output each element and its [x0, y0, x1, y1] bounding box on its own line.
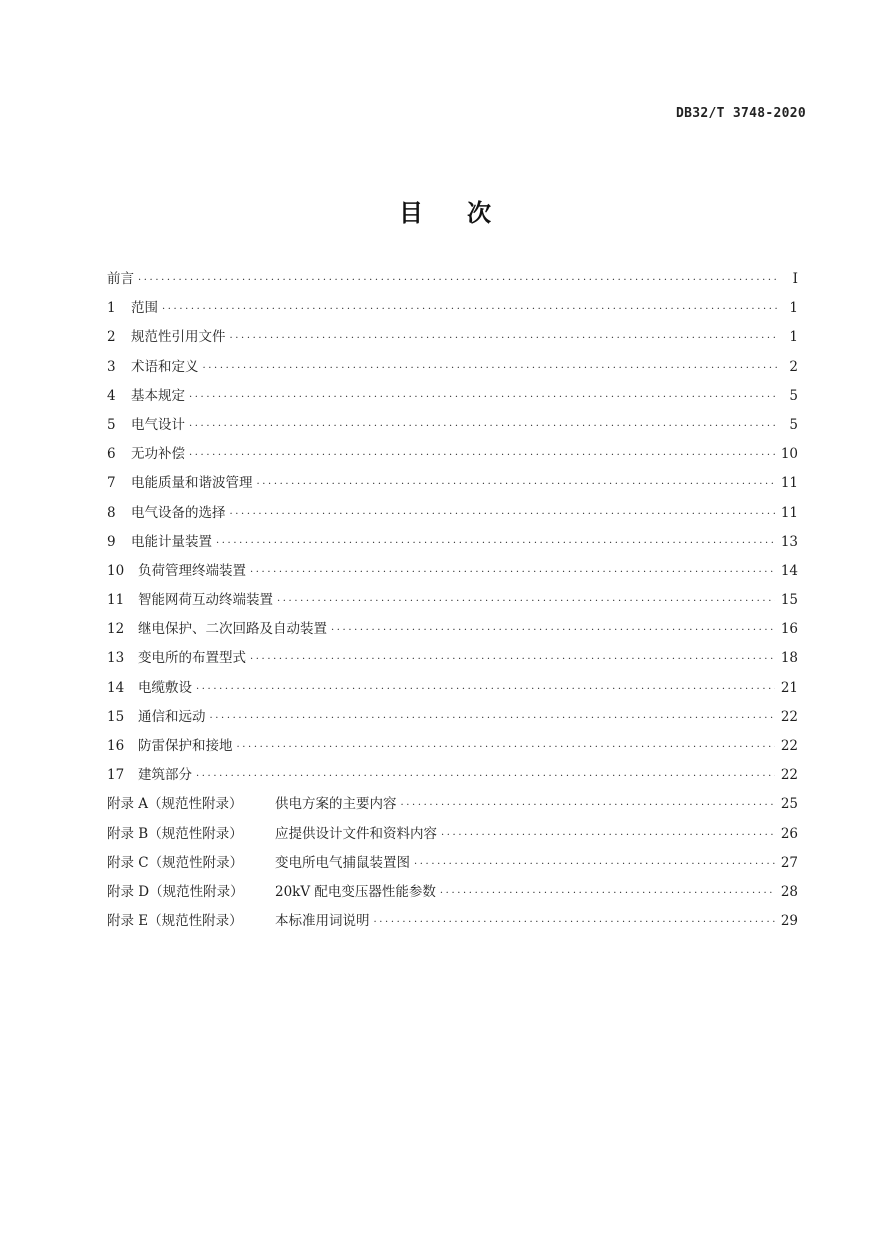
toc-dot-leader [440, 879, 775, 908]
toc-entry-title: 电气设备的选择 [131, 504, 226, 521]
toc-entry-page-number: 11 [780, 475, 798, 492]
toc-entry-appendix-label: 附录 A（规范性附录） [107, 796, 243, 813]
toc-entry-page-number: 13 [780, 533, 798, 550]
toc-entry-number: 12 [107, 621, 125, 638]
toc-entry-number: 8 [107, 504, 116, 521]
toc-dot-leader [374, 908, 775, 937]
toc-dot-leader [203, 354, 779, 383]
toc-list [107, 265, 798, 936]
toc-entry-appendix-label: 附录 E（规范性附录） [107, 913, 243, 930]
toc-entry-page-number: 11 [780, 504, 798, 521]
toc-entry-page-number: 2 [789, 358, 798, 375]
toc-entry-page-number: 1 [789, 300, 798, 317]
toc-dot-leader [277, 587, 775, 616]
toc-entry-page-number: I [792, 271, 798, 287]
toc-entry-number: 5 [107, 416, 116, 433]
toc-entry-number: 14 [107, 679, 125, 696]
document-code: DB32/T 3748-2020 [675, 106, 806, 121]
toc-dot-leader [230, 324, 779, 353]
toc-dot-leader [414, 850, 775, 879]
toc-entry-title: 变电所的布置型式 [138, 650, 246, 667]
toc-dot-leader [189, 383, 778, 412]
toc-dot-leader [331, 616, 775, 645]
toc-entry[interactable] [107, 732, 798, 761]
toc-entry-appendix-label: 附录 B（规范性附录） [107, 825, 243, 842]
toc-dot-leader [441, 821, 775, 850]
toc-entry[interactable] [107, 615, 798, 644]
toc-entry-page-number: 14 [780, 562, 798, 579]
toc-dot-leader [196, 762, 775, 791]
toc-dot-leader [210, 704, 775, 733]
toc-entry-title: 智能网荷互动终端装置 [138, 592, 273, 609]
toc-entry[interactable] [107, 440, 798, 469]
toc-entry-number: 7 [107, 475, 116, 492]
toc-entry[interactable] [107, 294, 798, 323]
toc-entry[interactable] [107, 557, 798, 586]
toc-dot-leader [237, 733, 775, 762]
toc-dot-leader [162, 295, 778, 324]
toc-entry[interactable] [107, 674, 798, 703]
toc-entry-title: 前言 [107, 271, 134, 287]
toc-entry-title: 电能计量装置 [131, 533, 212, 550]
toc-entry-page-number: 1 [789, 329, 798, 346]
toc-entry[interactable] [107, 353, 798, 382]
toc-title-part2: 次 [467, 199, 491, 227]
toc-entry-number: 4 [107, 387, 116, 404]
toc-entry-page-number: 27 [780, 854, 798, 871]
toc-entry-title: 基本规定 [131, 387, 185, 404]
toc-entry[interactable] [107, 469, 798, 498]
toc-dot-leader [250, 645, 775, 674]
toc-entry-title: 供电方案的主要内容 [275, 796, 397, 813]
toc-dot-leader [216, 529, 775, 558]
toc-entry-title: 规范性引用文件 [131, 329, 226, 346]
toc-entry-title: 防雷保护和接地 [138, 738, 233, 754]
toc-title [0, 193, 890, 228]
toc-entry-title: 通信和远动 [138, 708, 206, 725]
toc-entry-number: 15 [107, 708, 125, 725]
toc-entry-page-number: 5 [789, 416, 798, 433]
toc-entry-number: 2 [107, 329, 116, 346]
toc-entry-title: 术语和定义 [131, 358, 199, 375]
toc-dot-leader [257, 470, 775, 499]
toc-entry-title: 应提供设计文件和资料内容 [275, 825, 437, 842]
toc-entry-page-number: 10 [780, 446, 798, 463]
toc-entry-page-number: 22 [780, 767, 798, 784]
toc-entry-number: 16 [107, 738, 125, 754]
toc-entry-title: 建筑部分 [138, 767, 192, 784]
toc-entry-number: 6 [107, 446, 116, 463]
toc-dot-leader [138, 266, 778, 295]
toc-entry-number: 3 [107, 358, 116, 375]
toc-entry-page-number: 26 [780, 825, 798, 842]
toc-entry[interactable] [107, 586, 798, 615]
toc-entry-title: 电能质量和谐波管理 [131, 475, 253, 492]
toc-entry[interactable] [107, 849, 798, 878]
toc-entry-appendix-label: 附录 D（规范性附录） [107, 883, 244, 900]
toc-entry-title: 20kV 配电变压器性能参数 [275, 883, 436, 900]
toc-entry[interactable] [107, 820, 798, 849]
toc-entry-title: 范围 [131, 300, 158, 317]
toc-entry-page-number: 21 [780, 679, 798, 696]
toc-entry[interactable] [107, 499, 798, 528]
toc-entry[interactable] [107, 644, 798, 673]
toc-title-part1: 目 [399, 199, 423, 227]
toc-dot-leader [250, 558, 775, 587]
toc-entry-page-number: 18 [780, 650, 798, 667]
toc-dot-leader [196, 675, 775, 704]
toc-entry-page-number: 22 [780, 708, 798, 725]
toc-entry[interactable] [107, 411, 798, 440]
toc-entry[interactable] [107, 761, 798, 790]
toc-entry-title: 继电保护、二次回路及自动装置 [138, 621, 327, 638]
toc-entry-page-number: 28 [780, 883, 798, 900]
toc-entry[interactable] [107, 528, 798, 557]
toc-dot-leader [189, 412, 778, 441]
toc-entry-page-number: 16 [780, 621, 798, 638]
toc-entry-number: 13 [107, 650, 125, 667]
toc-entry[interactable] [107, 878, 798, 907]
toc-entry-number: 17 [107, 767, 125, 784]
toc-entry-number: 10 [107, 562, 125, 579]
toc-dot-leader [230, 500, 775, 529]
toc-entry-page-number: 15 [780, 592, 798, 609]
toc-entry-page-number: 25 [780, 796, 798, 813]
toc-entry-title: 电缆敷设 [138, 679, 192, 696]
toc-dot-leader [401, 791, 775, 820]
toc-entry-number: 1 [107, 300, 116, 317]
toc-entry-title: 本标准用词说明 [275, 913, 370, 930]
toc-entry-title: 无功补偿 [131, 446, 185, 463]
toc-entry-page-number: 29 [780, 913, 798, 930]
toc-entry[interactable] [107, 265, 798, 294]
toc-entry[interactable] [107, 907, 798, 936]
toc-entry-title: 电气设计 [131, 416, 185, 433]
toc-entry-appendix-label: 附录 C（规范性附录） [107, 854, 244, 871]
toc-entry[interactable] [107, 703, 798, 732]
toc-entry-number: 11 [107, 592, 125, 609]
toc-entry-title: 变电所电气捕鼠装置图 [275, 854, 410, 871]
toc-entry-number: 9 [107, 533, 116, 550]
toc-entry-page-number: 22 [780, 738, 798, 754]
toc-entry-title: 负荷管理终端装置 [138, 562, 246, 579]
toc-entry[interactable] [107, 382, 798, 411]
toc-dot-leader [189, 441, 775, 470]
toc-entry[interactable] [107, 790, 798, 819]
toc-entry-page-number: 5 [789, 387, 798, 404]
toc-entry[interactable] [107, 323, 798, 352]
